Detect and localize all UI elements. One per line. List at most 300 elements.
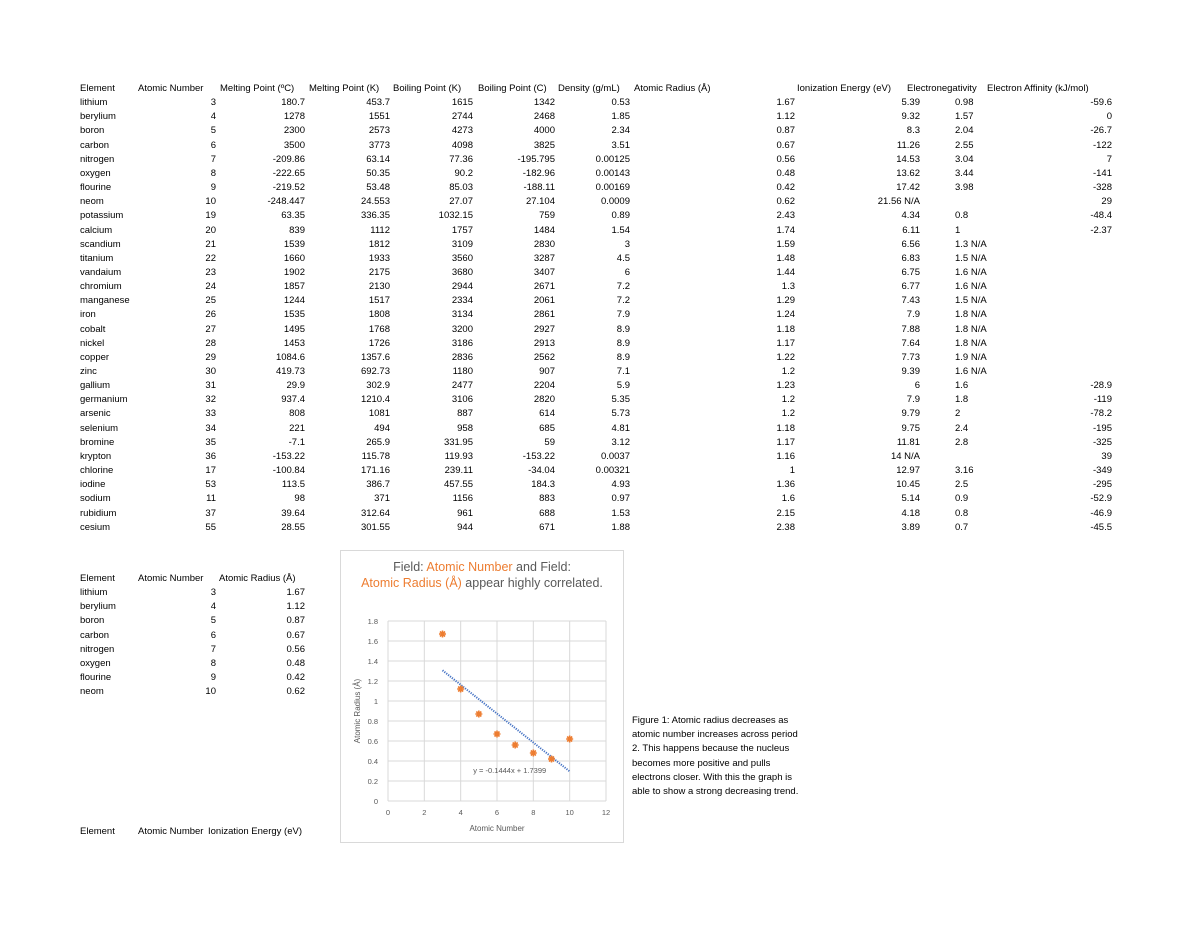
cell-melting-c: 98: [294, 493, 305, 505]
cell-melting-k: 2573: [368, 125, 390, 137]
cell-ionization: 13.62: [896, 167, 920, 179]
cell-density: 3.12: [611, 436, 630, 448]
cell-element: potassium: [80, 210, 124, 222]
cell-boiling-k: 887: [457, 408, 473, 420]
cell-boiling-k: 1757: [451, 224, 473, 236]
cell-melting-k: 1210.4: [360, 394, 390, 406]
cell-boiling-c: 2204: [533, 380, 555, 392]
cell-boiling-c: 1342: [533, 97, 555, 109]
radius-cell-atomic-number: 4: [210, 601, 216, 613]
cell-ionization: 8.3: [906, 125, 920, 137]
cell-boiling-k: 961: [457, 507, 473, 519]
cell-density: 0.00143: [595, 167, 630, 179]
radius-cell-atomic-number: 7: [210, 643, 216, 655]
data-point: [439, 631, 446, 638]
radius-cell-radius: 0.56: [286, 643, 305, 655]
cell-boiling-k: 3106: [451, 394, 473, 406]
chart-title-part5: appear highly correlated.: [461, 576, 603, 590]
cell-melting-k: 1081: [368, 408, 390, 420]
cell-electronegativity: 1.8: [955, 394, 969, 406]
header-melting-c: Melting Point (ºC): [220, 83, 295, 94]
cell-element: manganese: [80, 295, 130, 307]
cell-affinity: 7: [1106, 153, 1112, 165]
cell-boiling-k: 457.55: [443, 479, 473, 491]
cell-density: 3.51: [611, 139, 630, 151]
cell-electronegativity: 2.8: [955, 436, 969, 448]
chart-title-field-x: Atomic Number: [426, 560, 513, 574]
cell-ionization: 7.9: [906, 309, 920, 321]
cell-melting-k: 1808: [368, 309, 390, 321]
cell-density: 2.34: [611, 125, 630, 137]
x-tick-label: 0: [385, 808, 391, 817]
cell-melting-c: 221: [289, 422, 305, 434]
cell-melting-c: 1857: [283, 281, 305, 293]
cell-element: boron: [80, 125, 105, 137]
cell-melting-k: 50.35: [366, 167, 390, 179]
cell-ionization: 9.32: [901, 111, 920, 123]
cell-density: 7.1: [616, 366, 630, 377]
cell-melting-c: 1535: [283, 309, 305, 321]
cell-ionization: 9.75: [901, 422, 920, 434]
radius-cell-atomic-number: 5: [210, 615, 216, 627]
cell-affinity: -349: [1092, 465, 1112, 477]
cell-element: gallium: [80, 380, 111, 392]
cell-melting-k: 494: [374, 422, 390, 434]
cell-melting-k: 3773: [368, 139, 390, 151]
cell-ionization: 9.79: [901, 408, 920, 420]
cell-boiling-k: 85.03: [449, 182, 473, 194]
cell-boiling-k: 331.95: [443, 436, 473, 448]
cell-melting-c: 937.4: [281, 394, 305, 406]
cell-element: flourine: [80, 182, 112, 194]
cell-affinity: 39: [1101, 450, 1112, 462]
cell-melting-k: 2130: [368, 281, 390, 293]
cell-element: nickel: [80, 337, 105, 349]
cell-melting-k: 53.48: [366, 182, 390, 194]
cell-electronegativity: 1.57: [955, 111, 974, 123]
cell-boiling-c: -34.04: [528, 465, 555, 477]
cell-ionization: 21.56 N/A: [877, 196, 920, 208]
cell-radius: 1.29: [776, 295, 795, 307]
cell-element: calcium: [80, 224, 113, 236]
radius-header-atomic-number: Atomic Number: [138, 573, 204, 584]
cell-density: 0.97: [611, 493, 630, 505]
cell-electronegativity: 3.98: [955, 182, 974, 194]
cell-melting-c: 3500: [283, 139, 305, 151]
cell-melting-c: 180.7: [281, 97, 305, 109]
cell-ionization: 4.18: [901, 507, 920, 519]
header-affinity: Electron Affinity (kJ/mol): [987, 83, 1089, 94]
cell-boiling-c: 671: [539, 521, 555, 533]
cell-density: 4.93: [611, 479, 630, 491]
cell-electronegativity: 1.6 N/A: [955, 281, 987, 293]
cell-affinity: 0: [1106, 111, 1112, 123]
x-axis-label: Atomic Number: [469, 824, 525, 833]
header-element: Element: [80, 83, 115, 94]
cell-element: chlorine: [80, 465, 114, 477]
cell-radius: 1.23: [776, 380, 795, 392]
cell-boiling-c: 2913: [533, 337, 555, 349]
cell-electronegativity: 1.8 N/A: [955, 337, 987, 349]
cell-boiling-k: 1615: [451, 97, 473, 109]
x-tick-label: 8: [531, 808, 536, 817]
cell-atomic-number: 4: [210, 111, 216, 123]
chart-title-field-y: Atomic Radius (Å): [361, 576, 462, 590]
cell-ionization: 3.89: [901, 521, 920, 533]
cell-melting-c: 808: [289, 408, 305, 420]
cell-melting-c: -219.52: [272, 182, 305, 194]
cell-atomic-number: 31: [205, 380, 216, 392]
radius-cell-radius: 1.67: [286, 587, 305, 599]
cell-ionization: 14 N/A: [890, 450, 920, 462]
cell-boiling-c: 2562: [533, 351, 555, 363]
cell-melting-k: 371: [374, 493, 390, 505]
x-tick-label: 2: [422, 808, 427, 817]
ion-header-ionization: Ionization Energy (eV): [208, 826, 302, 837]
cell-atomic-number: 6: [210, 139, 216, 151]
y-tick-label: 0.6: [367, 737, 378, 746]
cell-atomic-number: 28: [205, 337, 216, 349]
cell-radius: 0.62: [776, 196, 795, 208]
cell-density: 0.0037: [600, 450, 630, 462]
cell-melting-c: -153.22: [272, 450, 305, 462]
cell-ionization: 9.39: [901, 366, 920, 377]
cell-radius: 1.16: [776, 450, 795, 462]
cell-boiling-c: -153.22: [522, 450, 555, 462]
cell-electronegativity: 1.6: [955, 380, 969, 392]
cell-atomic-number: 20: [205, 224, 216, 236]
radius-cell-element: nitrogen: [80, 643, 115, 655]
y-tick-label: 0: [373, 797, 378, 806]
cell-affinity: -28.9: [1090, 380, 1112, 392]
radius-cell-element: carbon: [80, 629, 110, 641]
cell-electronegativity: 1.8 N/A: [955, 323, 987, 335]
cell-radius: 2.15: [776, 507, 795, 519]
data-point: [548, 756, 555, 763]
cell-melting-c: 839: [289, 224, 305, 236]
cell-ionization: 6.11: [902, 224, 920, 236]
cell-melting-k: 1357.6: [360, 351, 390, 363]
cell-radius: 1: [789, 465, 795, 477]
cell-element: arsenic: [80, 408, 111, 420]
cell-melting-k: 1112: [370, 224, 390, 236]
cell-boiling-k: 2744: [451, 111, 473, 123]
cell-element: copper: [80, 351, 110, 363]
cell-ionization: 6: [914, 380, 920, 392]
cell-boiling-c: 688: [539, 507, 555, 519]
chart-plot: [341, 551, 623, 842]
cell-ionization: 6.77: [901, 281, 920, 293]
cell-ionization: 6.56: [901, 238, 920, 250]
radius-cell-radius: 0.67: [286, 629, 305, 641]
cell-melting-c: -222.65: [272, 167, 305, 179]
cell-density: 7.9: [616, 309, 630, 321]
cell-electronegativity: 1.9 N/A: [955, 351, 987, 363]
cell-element: iodine: [80, 479, 106, 491]
cell-boiling-k: 119.93: [444, 450, 473, 462]
cell-melting-k: 24.553: [360, 196, 390, 208]
data-point: [530, 750, 537, 757]
cell-melting-c: -209.86: [272, 153, 305, 165]
cell-density: 3: [624, 238, 630, 250]
cell-electronegativity: 0.7: [955, 521, 969, 533]
cell-radius: 1.6: [781, 493, 795, 505]
radius-cell-element: oxygen: [80, 657, 111, 669]
cell-atomic-number: 25: [205, 295, 216, 307]
cell-electronegativity: 1.5 N/A: [955, 295, 987, 307]
radius-cell-atomic-number: 8: [210, 657, 216, 669]
cell-radius: 2.38: [776, 521, 795, 533]
cell-boiling-k: 3186: [451, 337, 473, 349]
cell-affinity: 29: [1101, 196, 1112, 208]
cell-boiling-k: 77.36: [449, 153, 473, 165]
cell-atomic-number: 17: [205, 465, 216, 477]
cell-melting-k: 312.64: [360, 507, 390, 519]
cell-ionization: 5.14: [901, 493, 920, 505]
cell-boiling-c: 2671: [533, 281, 555, 293]
cell-boiling-k: 1156: [452, 493, 473, 505]
data-point: [494, 731, 501, 738]
cell-boiling-c: 184.3: [531, 479, 555, 491]
cell-element: germanium: [80, 394, 128, 406]
cell-melting-k: 453.7: [366, 97, 390, 109]
cell-boiling-k: 3109: [451, 238, 473, 250]
cell-melting-k: 1517: [368, 295, 390, 307]
cell-element: cesium: [80, 521, 111, 533]
trendline-equation: y = -0.1444x + 1.7399: [473, 766, 547, 775]
cell-melting-c: 1902: [283, 266, 305, 278]
cell-boiling-k: 4098: [451, 139, 473, 151]
header-density: Density (g/mL): [558, 83, 620, 94]
cell-atomic-number: 5: [210, 125, 216, 137]
cell-atomic-number: 34: [205, 422, 216, 434]
cell-atomic-number: 30: [205, 366, 216, 377]
cell-radius: 1.48: [776, 252, 795, 264]
cell-atomic-number: 3: [210, 97, 216, 109]
cell-radius: 0.87: [776, 125, 795, 137]
cell-electronegativity: 3.04: [955, 153, 974, 165]
cell-radius: 1.18: [776, 323, 795, 335]
cell-atomic-number: 19: [205, 210, 216, 222]
cell-boiling-c: 614: [539, 408, 555, 420]
cell-density: 7.2: [616, 295, 630, 307]
cell-ionization: 7.73: [901, 351, 920, 363]
cell-ionization: 7.64: [901, 337, 920, 349]
cell-melting-k: 2175: [368, 266, 390, 278]
cell-element: carbon: [80, 139, 110, 151]
cell-boiling-c: 2820: [533, 394, 555, 406]
cell-radius: 1.2: [781, 366, 795, 377]
cell-boiling-c: 3825: [533, 139, 555, 151]
cell-element: titanium: [80, 252, 114, 264]
cell-atomic-number: 27: [205, 323, 216, 335]
cell-atomic-number: 9: [210, 182, 216, 194]
ion-header-atomic-number: Atomic Number: [138, 826, 204, 837]
y-tick-label: 1.8: [367, 617, 378, 626]
cell-melting-k: 115.78: [361, 450, 390, 462]
cell-melting-c: -7.1: [288, 436, 305, 448]
cell-element: krypton: [80, 450, 112, 462]
cell-affinity: -46.9: [1090, 507, 1112, 519]
cell-melting-c: 113.5: [281, 479, 305, 491]
cell-atomic-number: 21: [205, 238, 216, 250]
cell-boiling-k: 4273: [451, 125, 473, 137]
data-point: [475, 711, 482, 718]
cell-density: 8.9: [616, 351, 630, 363]
cell-boiling-c: 685: [539, 422, 555, 434]
chart-title-part3: and Field:: [512, 560, 571, 574]
cell-melting-k: 1933: [368, 252, 390, 264]
cell-electronegativity: 0.8: [955, 210, 969, 222]
cell-melting-k: 301.55: [360, 521, 390, 533]
cell-melting-c: 419.73: [275, 366, 305, 377]
cell-affinity: -122: [1092, 139, 1112, 151]
cell-radius: 1.2: [781, 408, 795, 420]
x-tick-label: 12: [601, 808, 611, 817]
cell-element: zinc: [80, 366, 97, 377]
radius-cell-atomic-number: 10: [205, 686, 216, 698]
cell-boiling-c: -195.795: [517, 153, 555, 165]
radius-cell-atomic-number: 3: [210, 587, 216, 599]
cell-radius: 0.42: [776, 182, 795, 194]
cell-electronegativity: 3.44: [955, 167, 974, 179]
cell-atomic-number: 23: [205, 266, 216, 278]
radius-cell-radius: 0.48: [286, 657, 305, 669]
cell-electronegativity: 1: [955, 224, 961, 236]
y-tick-label: 1.4: [367, 657, 378, 666]
y-axis-label: Atomic Radius (Å): [353, 678, 362, 744]
header-melting-k: Melting Point (K): [309, 83, 380, 94]
cell-melting-c: -100.84: [272, 465, 305, 477]
radius-cell-radius: 1.12: [286, 601, 305, 613]
cell-electronegativity: 1.6 N/A: [955, 266, 987, 278]
cell-affinity: -141: [1092, 167, 1112, 179]
radius-cell-radius: 0.42: [286, 672, 305, 684]
cell-electronegativity: 2.5: [955, 479, 969, 491]
y-tick-label: 1.6: [367, 637, 378, 646]
cell-element: bromine: [80, 436, 115, 448]
cell-atomic-number: 8: [210, 167, 216, 179]
cell-radius: 1.36: [776, 479, 795, 491]
cell-density: 5.35: [611, 394, 630, 406]
cell-melting-c: 28.55: [281, 521, 305, 533]
cell-atomic-number: 10: [205, 196, 216, 208]
radius-cell-element: neom: [80, 686, 104, 698]
cell-affinity: -59.6: [1090, 97, 1112, 109]
cell-affinity: -78.2: [1090, 408, 1112, 420]
cell-element: neom: [80, 196, 104, 208]
cell-melting-k: 1768: [368, 323, 390, 335]
y-tick-label: 1: [373, 697, 378, 706]
cell-ionization: 4.34: [901, 210, 920, 222]
cell-boiling-c: 907: [539, 366, 555, 377]
cell-element: vandaium: [80, 266, 122, 278]
cell-boiling-c: 3287: [533, 252, 555, 264]
header-electronegativity: Electronegativity: [907, 83, 977, 94]
cell-electronegativity: 1.6 N/A: [955, 366, 987, 377]
cell-radius: 1.17: [776, 337, 795, 349]
x-tick-label: 6: [494, 808, 500, 817]
header-atomic-number: Atomic Number: [138, 83, 204, 94]
cell-element: lithium: [80, 97, 108, 109]
cell-ionization: 11.81: [896, 436, 920, 448]
cell-boiling-k: 1032.15: [438, 210, 473, 222]
radius-header-element: Element: [80, 573, 115, 584]
radius-header-radius: Atomic Radius (Å): [219, 573, 296, 584]
cell-density: 5.73: [611, 408, 630, 420]
cell-radius: 1.24: [776, 309, 795, 321]
cell-density: 0.00321: [595, 465, 630, 477]
cell-element: oxygen: [80, 167, 111, 179]
cell-element: rubidium: [80, 507, 117, 519]
cell-melting-k: 302.9: [366, 380, 390, 392]
cell-boiling-c: 759: [539, 210, 555, 222]
chart-title-part1: Field:: [393, 560, 427, 574]
radius-cell-element: flourine: [80, 672, 112, 684]
cell-atomic-number: 53: [205, 479, 216, 491]
cell-boiling-k: 2334: [451, 295, 473, 307]
cell-boiling-k: 1180: [452, 366, 473, 377]
cell-atomic-number: 7: [210, 153, 216, 165]
cell-atomic-number: 32: [205, 394, 216, 406]
cell-affinity: -2.37: [1090, 224, 1112, 236]
cell-affinity: -119: [1093, 394, 1112, 406]
header-boiling-c: Boiling Point (C): [478, 83, 547, 94]
scatter-chart: [340, 550, 624, 843]
cell-affinity: -325: [1092, 436, 1112, 448]
cell-boiling-c: 2830: [533, 238, 555, 250]
cell-boiling-c: 4000: [533, 125, 555, 137]
cell-density: 4.81: [611, 422, 630, 434]
x-tick-label: 4: [458, 808, 463, 817]
cell-atomic-number: 29: [205, 351, 216, 363]
cell-melting-k: 171.16: [360, 465, 390, 477]
cell-atomic-number: 55: [205, 521, 216, 533]
radius-cell-atomic-number: 6: [210, 629, 216, 641]
cell-electronegativity: 0.98: [955, 97, 974, 109]
cell-melting-k: 265.9: [366, 436, 390, 448]
cell-atomic-number: 24: [205, 281, 216, 293]
cell-element: berylium: [80, 111, 116, 123]
cell-radius: 1.17: [776, 436, 795, 448]
cell-density: 0.53: [611, 97, 630, 109]
cell-boiling-c: 2468: [533, 111, 555, 123]
cell-melting-c: 1539: [283, 238, 305, 250]
cell-boiling-k: 90.2: [454, 167, 473, 179]
cell-element: selenium: [80, 422, 119, 434]
cell-boiling-k: 2836: [451, 351, 473, 363]
cell-ionization: 7.43: [901, 295, 920, 307]
cell-ionization: 7.9: [906, 394, 920, 406]
cell-radius: 1.44: [776, 266, 795, 278]
cell-melting-c: 1453: [283, 337, 305, 349]
cell-boiling-c: 3407: [533, 266, 555, 278]
cell-affinity: -48.4: [1090, 210, 1112, 222]
cell-ionization: 5.39: [901, 97, 920, 109]
radius-cell-radius: 0.87: [286, 615, 305, 627]
cell-ionization: 6.75: [901, 266, 920, 278]
cell-radius: 0.56: [776, 153, 795, 165]
cell-melting-c: 39.64: [281, 507, 305, 519]
radius-cell-element: lithium: [80, 587, 108, 599]
cell-electronegativity: 2.4: [955, 422, 969, 434]
cell-affinity: -45.5: [1090, 521, 1112, 533]
cell-density: 1.88: [611, 521, 630, 533]
radius-cell-atomic-number: 9: [210, 672, 216, 684]
ion-header-element: Element: [80, 826, 115, 837]
cell-radius: 0.48: [776, 167, 795, 179]
cell-melting-c: 1660: [283, 252, 305, 264]
